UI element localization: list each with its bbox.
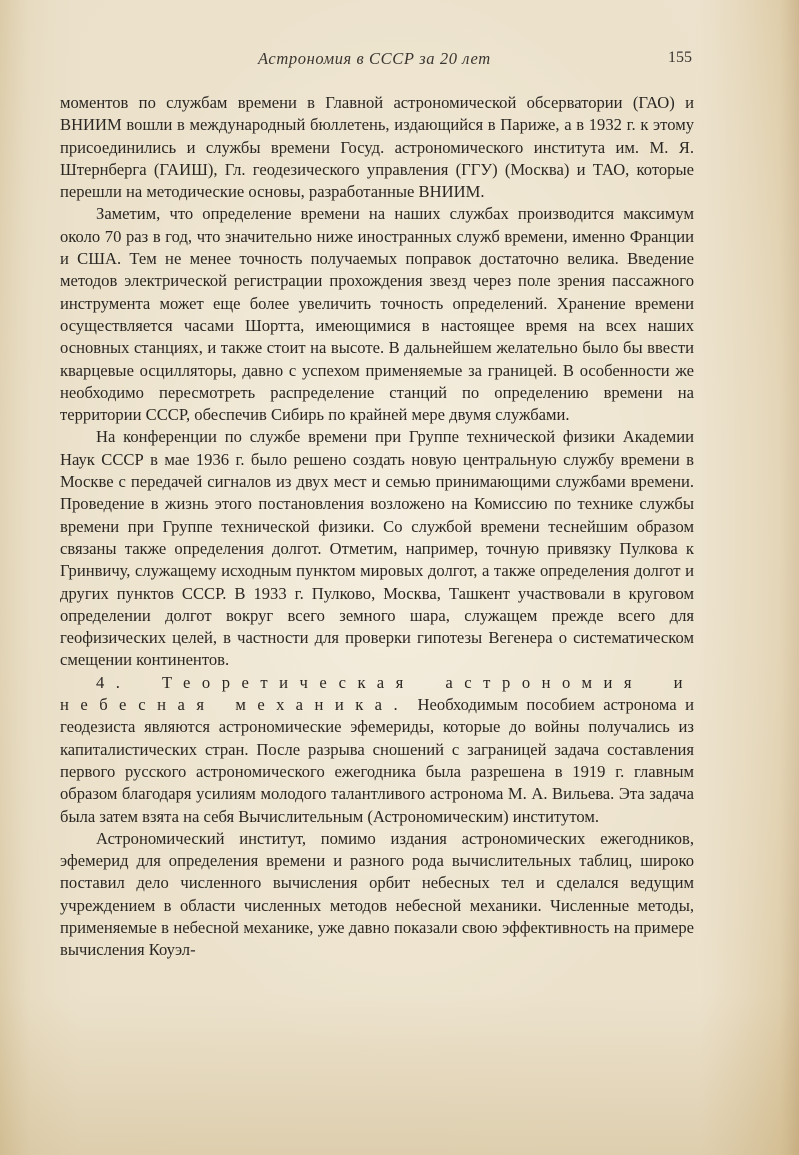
paragraph <box>60 672 694 828</box>
paragraph <box>60 828 694 962</box>
paragraph-text: моментов по службам времени в Главной астрономической обсерватории (ГАО) и ВНИИМ вошли в международный бюллетень, издающийся в Париже, а в 1932 г. к этому присоединились и службы времени Госуд. астрономического института им. М. Я. Штернберга (ГАИШ), Гл. геодезического управления (ГГУ) (Москва) и ТАО, которые перешли на методические основы, разработанные ВНИИМ. <box>60 93 694 202</box>
running-title: Астрономия в СССР за 20 лет <box>258 49 491 68</box>
paragraph <box>60 92 694 203</box>
body-text <box>60 92 694 962</box>
paragraph <box>60 426 694 671</box>
paragraph-text: Необходимым пособием астронома и геодезиста являются астрономические эфемериды, которые до войны получались из капиталистических стран. После разрыва сношений с заграницей задача составления первого русского астрономического ежегодника была разрешена в 1919 г. главным образом благодаря усилиям молодого талантливого астронома М. А. Вильева. Эта задача была затем взята на себя Вычислительным (Астрономическим) институтом. <box>60 695 694 826</box>
page-header <box>0 49 799 75</box>
page-number: 155 <box>668 49 692 66</box>
paragraph-text: На конференции по службе времени при Группе технической физики Академии Наук СССР в мае 1936 г. было решено создать новую центральную службу времени в Москве с передачей сигналов из двух мест и семью принимающими службами времени. Проведение в жизнь этого постановления возложено на Комиссию по технике службы времени при Группе технической физики. Со службой времени теснейшим образом связаны также определения долгот. Отметим, например, точную привязку Пулкова к Гринвичу, служащему исходным пунктом мировых долгот, а также определения долгот и других пунктов СССР. В 1933 г. Пулково, Москва, Ташкент участвовали в круговом определении долгот вокруг всего земного шара, служащем прежде всего для геофизических целей, в частности для проверки гипотезы Вегенера о систематическом смещении континентов. <box>60 427 694 670</box>
paragraph <box>60 203 694 426</box>
paragraph-text: Астрономический институт, помимо издания астрономических ежегодников, эфемерид для определения времени и разного рода вычислительных таблиц, широко поставил дело численного вычисления орбит небесных тел и сделался ведущим учреждением в области численных методов небесной механики. Численные методы, применяемые в небесной механике, уже давно показали свою эффективность на примере вычисления Коуэл- <box>60 828 694 960</box>
paragraph-text: Заметим, что определение времени на наших службах производится максимум около 70 раз в год, что значительно ниже иностранных служб времени, именно Франции и США. Тем не менее точность получаемых поправок достаточно велика. Введение методов электрической регистрации прохождения звезд через поле зрения пассажного инструмента может еще более увеличить точность определений. Хранение времени осуществляется часами Шортта, имеющимися в настоящее время на всех наших основных станциях, и также стоит на высоте. В дальнейшем желательно было бы ввести кварцевые осцилляторы, давно с успехом применяемые за границей. В особенности же необходимо пересмотреть распределение станций по определению времени на территории СССР, обеспечив Сибирь по крайней мере двумя службами. <box>60 204 694 425</box>
section-heading: 4. Теоретическая астрономия и небесная механика. <box>60 672 694 715</box>
